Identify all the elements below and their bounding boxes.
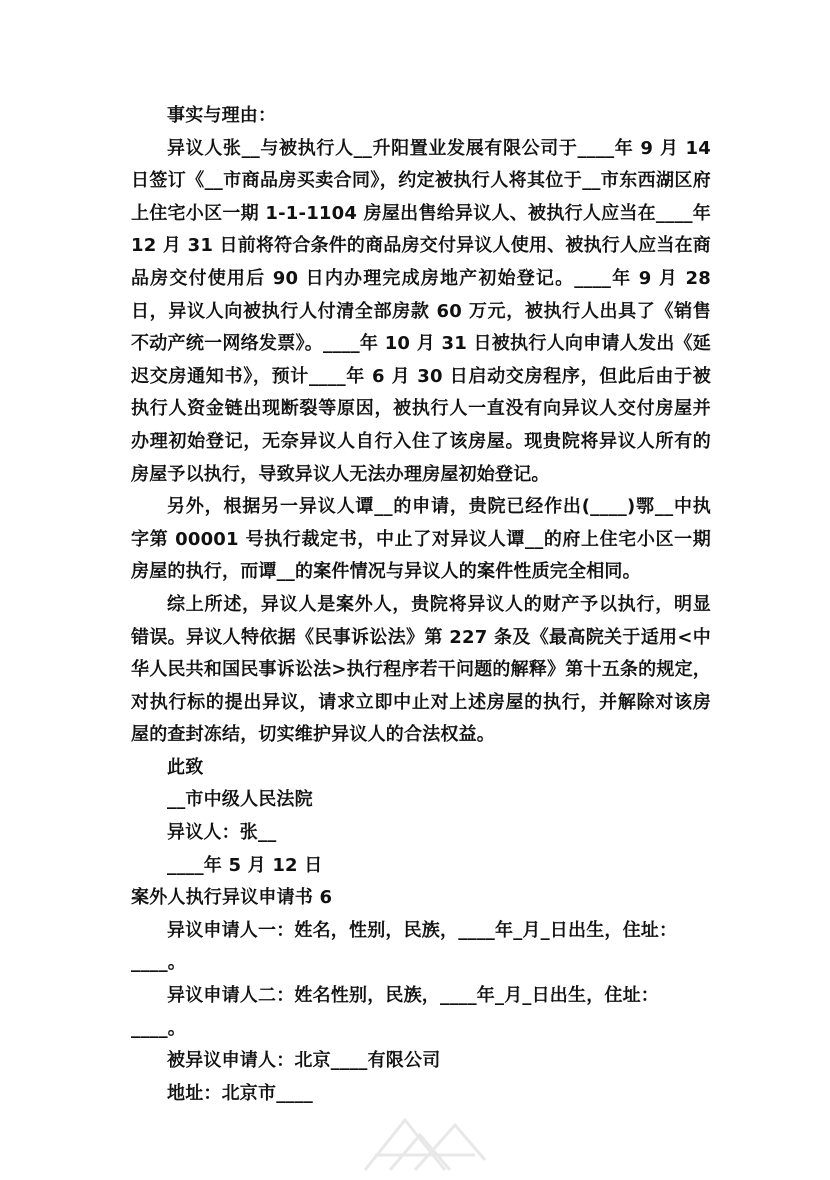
paragraph-facts: 异议人张__与被执行人__升阳置业发展有限公司于____年 9 月 14 日签订《__市商品房买卖合同》，约定被执行人将其位于__市东西湖区府上住宅小区一期 1-1-1104 房屋出售给异议人、被执行人应当在____年 12 月 31 日前将符合条件的商品房交付异议人使用、被执行人应当在商品房交付使用后 90 日内办理完成房地产初始登记。____年 9 月 28 日，异议人向被执行人付清全部房款 60 万元，被执行人出具了《销售不动产统一网络发票》。____年 10 月 31 日被执行人向申请人发出《延迟交房通知书》，预计____年 6 月 30 日启动交房程序，但此后由于被执行人资金链出现断裂等原因，被执行人一直没有向异议人交付房屋并办理初始登记，无奈异议人自行入住了该房屋。现贵院将异议人所有的房屋予以执行，导致异议人无法办理房屋初始登记。 xyxy=(131,137,711,485)
date-line: ____年 5 月 12 日 xyxy=(167,854,323,876)
paragraph-additional: 另外，根据另一异议人谭__的申请，贵院已经作出(____)鄂__中执字第 00001 号执行裁定书，中止了对异议人谭__的府上住宅小区一期房屋的执行，而谭__的案件情况与异议人的案件性质完全相同。 xyxy=(131,496,711,583)
paragraph-conclusion: 综上所述，异议人是案外人，贵院将异议人的财产予以执行，明显错误。异议人特依据《民事诉讼法》第 227 条及《最高院关于适用<中华人民共和国民事诉讼法>执行程序若干问题的解释》第十五条的规定，对执行标的提出异议，请求立即中止对上述房屋的执行，并解除对该房屋的查封冻结，切实维护异议人的合法权益。 xyxy=(131,593,711,746)
section-title: 案外人执行异议申请书 6 xyxy=(131,887,333,909)
court-name: __市中级人民法院 xyxy=(167,789,313,811)
closing-salutation: 此致 xyxy=(167,756,204,778)
address-line: 地址：北京市____ xyxy=(167,1082,313,1104)
document-body xyxy=(131,100,711,1110)
watermark-logo-icon xyxy=(345,1110,495,1180)
applicant-two-line: 异议申请人二：姓名性别，民族，____年_月_日出生，住址：____。 xyxy=(131,985,659,1039)
respondent-line: 被异议申请人：北京____有限公司 xyxy=(167,1050,441,1072)
facts-heading: 事实与理由： xyxy=(167,105,277,126)
applicant-one-line: 异议申请人一：姓名，性别，民族，____年_月_日出生，住址：____。 xyxy=(131,919,678,974)
signer-line: 异议人：张__ xyxy=(167,822,277,844)
